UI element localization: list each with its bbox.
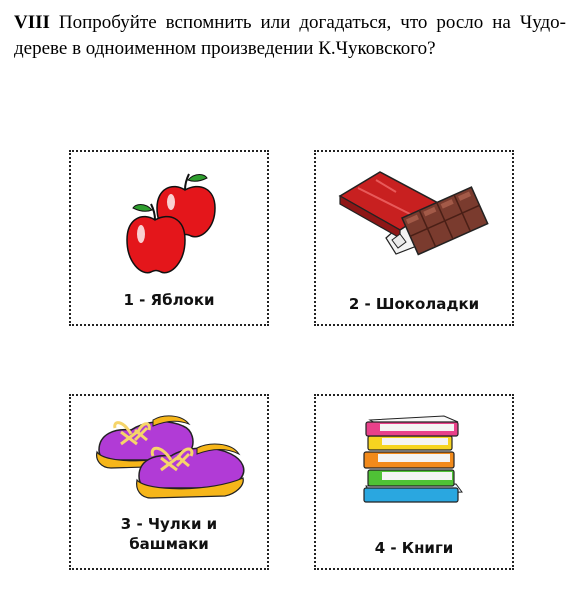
answer-label-line2: башмаки <box>129 535 209 553</box>
answer-card-books <box>314 394 514 570</box>
answer-label: 2 - Шоколадки <box>348 295 480 313</box>
answer-card-shoes <box>69 394 269 570</box>
question-text: Попробуйте вспомнить или догадаться, что росло на Чудо-дереве в одноименном произведении К.Чуковского? <box>14 12 566 59</box>
chocolate-bar-icon <box>336 168 492 278</box>
answer-label: 1 - Яблоки <box>123 291 215 309</box>
shoes-icon <box>91 408 253 504</box>
question-number: VIII <box>14 12 50 33</box>
answer-card-apples <box>69 150 269 326</box>
answer-label: 4 - Книги <box>374 539 454 557</box>
question-text-block <box>14 10 566 62</box>
answer-card-chocolate <box>314 150 514 326</box>
books-icon <box>360 412 468 508</box>
answer-label-line1: 3 - Чулки и <box>120 515 218 533</box>
apples-icon <box>123 172 219 280</box>
answer-label <box>71 514 267 554</box>
